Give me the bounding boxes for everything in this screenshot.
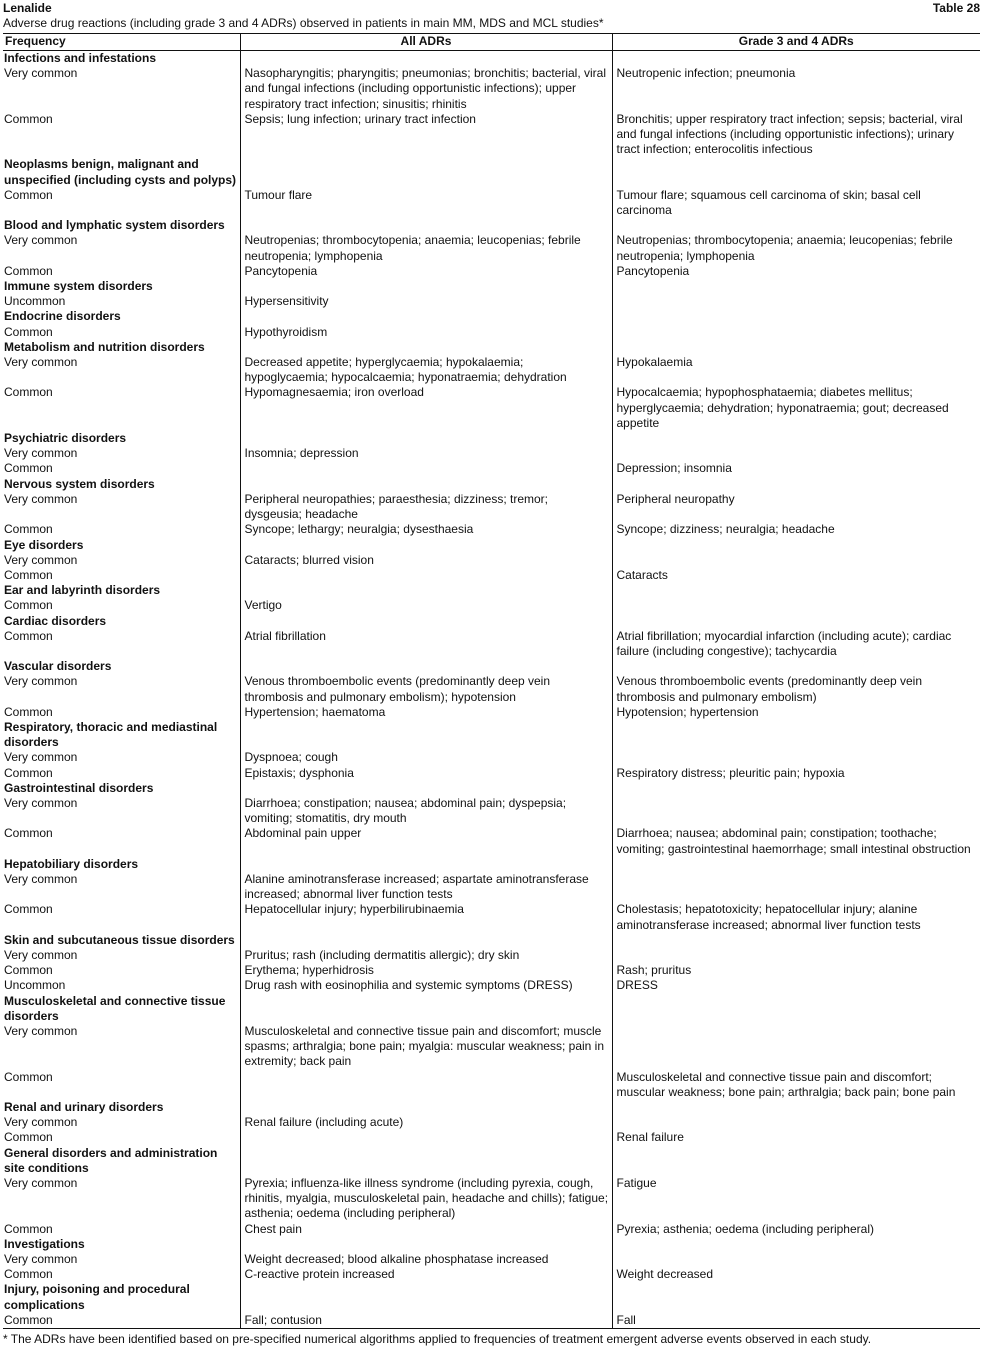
all-adrs-cell: Decreased appetite; hyperglycaemia; hypokalaemia; hypoglycaemia; hypocalcaemia; hyponatraemia; dehydration (240, 355, 612, 385)
frequency-row (3, 188, 980, 218)
frequency-label: Common (4, 385, 53, 400)
frequency-row (3, 112, 980, 158)
all-adrs-cell: Nasopharyngitis; pharyngitis; pneumonias; bronchitis; bacterial, viral and fungal infections (including opportunistic infections); upper respiratory tract infection; sinusitis; rhinitis (240, 66, 612, 112)
soc-label: Renal and urinary disorders (4, 1100, 164, 1115)
grade-3-4-cell (612, 1252, 980, 1267)
grade-3-4-cell (612, 1115, 980, 1130)
system-organ-class-row (3, 857, 980, 872)
frequency-label: Common (4, 628, 53, 643)
soc-label: Injury, poisoning and procedural complications (4, 1282, 190, 1312)
soc-all-adrs-cell (240, 477, 612, 492)
grade-3-4-cell: Cataracts (612, 568, 980, 583)
all-adrs-cell: Vertigo (240, 598, 612, 613)
grade-3-4-cell (612, 750, 980, 765)
all-adrs-cell: Renal failure (including acute) (240, 1115, 612, 1130)
all-adrs-cell (240, 1130, 612, 1145)
frequency-row (3, 963, 980, 978)
frequency-label: Very common (4, 947, 78, 962)
grade-3-4-cell: Peripheral neuropathy (612, 492, 980, 522)
grade-3-4-cell: Tumour flare; squamous cell carcinoma of skin; basal cell carcinoma (612, 188, 980, 218)
all-adrs-cell: Fall; contusion (240, 1313, 612, 1329)
frequency-row (3, 1024, 980, 1070)
all-adrs-cell: Hepatocellular injury; hyperbilirubinaemia (240, 902, 612, 932)
soc-grade-3-4-cell (612, 583, 980, 598)
product-name: Lenalide (3, 1, 52, 15)
frequency-label: Common (4, 567, 53, 582)
all-adrs-cell: Erythema; hyperhidrosis (240, 963, 612, 978)
frequency-row (3, 1313, 980, 1329)
soc-grade-3-4-cell (612, 477, 980, 492)
frequency-label: Very common (4, 795, 78, 810)
soc-label: Immune system disorders (4, 279, 153, 294)
all-adrs-cell: Abdominal pain upper (240, 826, 612, 856)
soc-label: Respiratory, thoracic and mediastinal disorders (4, 719, 218, 750)
frequency-label: Common (4, 187, 53, 202)
grade-3-4-cell (612, 446, 980, 461)
grade-3-4-cell: Musculoskeletal and connective tissue pain and discomfort; muscular weakness; bone pain; arthralgia; back pain; bone pain (612, 1070, 980, 1100)
all-adrs-cell (240, 461, 612, 476)
grade-3-4-cell: Hypokalaemia (612, 355, 980, 385)
grade-3-4-cell: Depression; insomnia (612, 461, 980, 476)
grade-3-4-cell: Respiratory distress; pleuritic pain; hypoxia (612, 766, 980, 781)
soc-grade-3-4-cell (612, 1146, 980, 1176)
system-organ-class-row (3, 538, 980, 553)
soc-all-adrs-cell (240, 309, 612, 324)
frequency-label: Very common (4, 66, 78, 81)
all-adrs-cell: Drug rash with eosinophilia and systemic symptoms (DRESS) (240, 978, 612, 993)
adr-table (3, 33, 980, 1329)
all-adrs-cell: Weight decreased; blood alkaline phosphatase increased (240, 1252, 612, 1267)
soc-label: Eye disorders (4, 537, 84, 552)
frequency-row (3, 598, 980, 613)
frequency-label: Very common (4, 446, 78, 461)
soc-label: Endocrine disorders (4, 309, 121, 324)
grade-3-4-cell (612, 598, 980, 613)
frequency-label: Very common (4, 1252, 78, 1267)
soc-all-adrs-cell (240, 1100, 612, 1115)
frequency-label: Very common (4, 1024, 78, 1038)
system-organ-class-row (3, 477, 980, 492)
grade-3-4-cell (612, 796, 980, 826)
frequency-row (3, 233, 980, 263)
all-adrs-cell: Epistaxis; dysphonia (240, 766, 612, 781)
grade-3-4-cell (612, 1024, 980, 1070)
all-adrs-cell: Diarrhoea; constipation; nausea; abdominal pain; dyspepsia; vomiting; stomatitis, dry mouth (240, 796, 612, 826)
grade-3-4-cell: Fall (612, 1313, 980, 1329)
soc-all-adrs-cell (240, 431, 612, 446)
title-line (3, 1, 980, 16)
frequency-row (3, 826, 980, 856)
grade-3-4-cell (612, 872, 980, 902)
all-adrs-cell: Hypertension; haematoma (240, 705, 612, 720)
soc-all-adrs-cell (240, 781, 612, 796)
soc-all-adrs-cell (240, 994, 612, 1024)
frequency-row (3, 385, 980, 431)
system-organ-class-row (3, 583, 980, 598)
frequency-row (3, 264, 980, 279)
soc-label: General disorders and administration site conditions (4, 1145, 218, 1175)
soc-all-adrs-cell (240, 614, 612, 629)
column-header-grade-3-4: Grade 3 and 4 ADRs (612, 34, 980, 51)
soc-all-adrs-cell (240, 218, 612, 233)
system-organ-class-row (3, 340, 980, 355)
soc-label: Hepatobiliary disorders (4, 856, 139, 871)
frequency-row (3, 1115, 980, 1130)
soc-label: Blood and lymphatic system disorders (4, 218, 225, 233)
soc-grade-3-4-cell (612, 157, 980, 187)
soc-label: Cardiac disorders (4, 613, 107, 628)
frequency-row (3, 568, 980, 583)
all-adrs-cell: Syncope; lethargy; neuralgia; dysesthaesia (240, 522, 612, 537)
soc-all-adrs-cell (240, 1282, 612, 1312)
frequency-row (3, 705, 980, 720)
all-adrs-cell: Musculoskeletal and connective tissue pain and discomfort; muscle spasms; arthralgia; bone pain; myalgia: muscular weakness; pain in extremity; back pain (240, 1024, 612, 1070)
soc-label: Vascular disorders (4, 659, 112, 674)
all-adrs-cell (240, 1070, 612, 1100)
column-header-all-adrs: All ADRs (240, 34, 612, 51)
all-adrs-cell: Hypersensitivity (240, 294, 612, 309)
soc-grade-3-4-cell (612, 538, 980, 553)
frequency-label: Uncommon (4, 294, 66, 309)
frequency-label: Common (4, 1221, 53, 1236)
soc-all-adrs-cell (240, 720, 612, 750)
grade-3-4-cell: Hypotension; hypertension (612, 705, 980, 720)
system-organ-class-row (3, 781, 980, 796)
all-adrs-cell: Neutropenias; thrombocytopenia; anaemia; leucopenias; febrile neutropenia; lymphopenia (240, 233, 612, 263)
column-header-frequency: Frequency (3, 34, 240, 51)
soc-grade-3-4-cell (612, 857, 980, 872)
frequency-row (3, 1070, 980, 1100)
soc-grade-3-4-cell (612, 994, 980, 1024)
all-adrs-cell (240, 568, 612, 583)
grade-3-4-cell: Diarrhoea; nausea; abdominal pain; constipation; toothache; vomiting; gastrointestinal haemorrhage; small intestinal obstruction (612, 826, 980, 856)
frequency-row (3, 1252, 980, 1267)
frequency-row (3, 553, 980, 568)
frequency-label: Common (4, 963, 53, 978)
soc-all-adrs-cell (240, 340, 612, 355)
frequency-label: Common (4, 263, 53, 278)
frequency-label: Very common (4, 1176, 78, 1191)
frequency-label: Common (4, 324, 53, 339)
soc-label: Infections and infestations (4, 51, 157, 65)
soc-grade-3-4-cell (612, 218, 980, 233)
all-adrs-cell: Pruritus; rash (including dermatitis allergic); dry skin (240, 948, 612, 963)
frequency-label: Very common (4, 871, 78, 886)
soc-grade-3-4-cell (612, 614, 980, 629)
system-organ-class-row (3, 720, 980, 750)
soc-all-adrs-cell (240, 279, 612, 294)
all-adrs-cell: Hypomagnesaemia; iron overload (240, 385, 612, 431)
system-organ-class-row (3, 994, 980, 1024)
soc-label: Nervous system disorders (4, 476, 155, 491)
frequency-label: Common (4, 704, 53, 719)
system-organ-class-row (3, 1146, 980, 1176)
all-adrs-cell: Pancytopenia (240, 264, 612, 279)
frequency-label: Common (4, 826, 53, 841)
frequency-row (3, 902, 980, 932)
frequency-row (3, 1176, 980, 1222)
grade-3-4-cell: Hypocalcaemia; hypophosphataemia; diabetes mellitus; hyperglycaemia; dehydration; hyponatraemia; gout; decreased appetite (612, 385, 980, 431)
all-adrs-cell: Cataracts; blurred vision (240, 553, 612, 568)
grade-3-4-cell: Pancytopenia (612, 264, 980, 279)
grade-3-4-cell: Neutropenias; thrombocytopenia; anaemia; leucopenias; febrile neutropenia; lymphopenia (612, 233, 980, 263)
soc-label: Psychiatric disorders (4, 431, 127, 446)
grade-3-4-cell (612, 553, 980, 568)
system-organ-class-row (3, 1282, 980, 1312)
frequency-row (3, 948, 980, 963)
soc-all-adrs-cell (240, 1146, 612, 1176)
soc-all-adrs-cell (240, 857, 612, 872)
soc-grade-3-4-cell (612, 340, 980, 355)
frequency-label: Common (4, 522, 53, 537)
all-adrs-cell: Pyrexia; influenza-like illness syndrome (including pyrexia, cough, rhinitis, myalgia, musculoskeletal pain, headache and chills); fatigue; asthenia; oedema (including peripheral) (240, 1176, 612, 1222)
frequency-label: Very common (4, 674, 78, 689)
frequency-row (3, 1130, 980, 1145)
system-organ-class-row (3, 1237, 980, 1252)
system-organ-class-row (3, 431, 980, 446)
all-adrs-cell: Insomnia; depression (240, 446, 612, 461)
grade-3-4-cell: Cholestasis; hepatotoxicity; hepatocellular injury; alanine aminotransferase increased; abnormal liver function tests (612, 902, 980, 932)
all-adrs-cell: C-reactive protein increased (240, 1267, 612, 1282)
soc-grade-3-4-cell (612, 309, 980, 324)
frequency-label: Common (4, 1267, 53, 1282)
system-organ-class-row (3, 1100, 980, 1115)
frequency-label: Very common (4, 233, 78, 248)
system-organ-class-row (3, 659, 980, 674)
all-adrs-cell: Sepsis; lung infection; urinary tract infection (240, 112, 612, 158)
frequency-row (3, 1267, 980, 1282)
document-page (0, 1, 983, 1357)
grade-3-4-cell: Renal failure (612, 1130, 980, 1145)
grade-3-4-cell: Fatigue (612, 1176, 980, 1222)
all-adrs-cell: Tumour flare (240, 188, 612, 218)
grade-3-4-cell: Venous thromboembolic events (predominantly deep vein thrombosis and pulmonary embolism) (612, 674, 980, 704)
frequency-row (3, 674, 980, 704)
soc-label: Investigations (4, 1236, 85, 1251)
frequency-label: Very common (4, 355, 78, 370)
grade-3-4-cell (612, 294, 980, 309)
soc-grade-3-4-cell (612, 51, 980, 67)
soc-grade-3-4-cell (612, 781, 980, 796)
grade-3-4-cell: DRESS (612, 978, 980, 993)
soc-grade-3-4-cell (612, 1100, 980, 1115)
system-organ-class-row (3, 51, 980, 67)
frequency-label: Very common (4, 552, 78, 567)
frequency-label: Very common (4, 750, 78, 765)
all-adrs-cell: Alanine aminotransferase increased; aspartate aminotransferase increased; abnormal liver function tests (240, 872, 612, 902)
table-caption: Adverse drug reactions (including grade 3 and 4 ADRs) observed in patients in main MM, MDS and MCL studies* (3, 16, 604, 30)
soc-all-adrs-cell (240, 157, 612, 187)
table-body (3, 51, 980, 1329)
soc-label: Metabolism and nutrition disorders (4, 339, 205, 354)
frequency-row (3, 355, 980, 385)
frequency-row (3, 629, 980, 659)
system-organ-class-row (3, 218, 980, 233)
soc-all-adrs-cell (240, 583, 612, 598)
soc-all-adrs-cell (240, 1237, 612, 1252)
grade-3-4-cell (612, 325, 980, 340)
system-organ-class-row (3, 614, 980, 629)
soc-all-adrs-cell (240, 538, 612, 553)
frequency-label: Very common (4, 1115, 78, 1130)
frequency-label: Common (4, 1130, 53, 1145)
frequency-row (3, 796, 980, 826)
grade-3-4-cell (612, 948, 980, 963)
frequency-label: Uncommon (4, 978, 66, 993)
soc-label: Neoplasms benign, malignant and unspecified (including cysts and polyps) (4, 157, 237, 187)
frequency-row (3, 461, 980, 476)
frequency-row (3, 872, 980, 902)
frequency-row (3, 522, 980, 537)
soc-grade-3-4-cell (612, 431, 980, 446)
system-organ-class-row (3, 279, 980, 294)
soc-grade-3-4-cell (612, 1237, 980, 1252)
soc-label: Ear and labyrinth disorders (4, 583, 161, 598)
soc-grade-3-4-cell (612, 659, 980, 674)
all-adrs-cell: Dyspnoea; cough (240, 750, 612, 765)
frequency-label: Very common (4, 491, 78, 506)
soc-label: Skin and subcutaneous tissue disorders (4, 932, 235, 947)
soc-label: Musculoskeletal and connective tissue disorders (4, 993, 226, 1023)
all-adrs-cell: Atrial fibrillation (240, 629, 612, 659)
frequency-row (3, 66, 980, 112)
frequency-row (3, 978, 980, 993)
soc-all-adrs-cell (240, 933, 612, 948)
frequency-label: Common (4, 461, 53, 476)
soc-all-adrs-cell (240, 51, 612, 67)
frequency-label: Common (4, 1069, 53, 1084)
soc-grade-3-4-cell (612, 933, 980, 948)
all-adrs-cell: Hypothyroidism (240, 325, 612, 340)
system-organ-class-row (3, 157, 980, 187)
grade-3-4-cell: Syncope; dizziness; neuralgia; headache (612, 522, 980, 537)
frequency-label: Common (4, 902, 53, 917)
all-adrs-cell: Chest pain (240, 1222, 612, 1237)
soc-label: Gastrointestinal disorders (4, 780, 154, 795)
frequency-row (3, 1222, 980, 1237)
frequency-row (3, 446, 980, 461)
footnote: * The ADRs have been identified based on pre-specified numerical algorithms applied to frequencies of treatment emergent adverse events observed in each study. (3, 1332, 872, 1347)
frequency-label: Common (4, 1312, 53, 1327)
frequency-row (3, 766, 980, 781)
frequency-row (3, 750, 980, 765)
frequency-row (3, 325, 980, 340)
frequency-label: Common (4, 765, 53, 780)
frequency-label: Common (4, 598, 53, 613)
frequency-row (3, 294, 980, 309)
grade-3-4-cell: Atrial fibrillation; myocardial infarction (including acute); cardiac failure (including congestive); tachycardia (612, 629, 980, 659)
grade-3-4-cell: Bronchitis; upper respiratory tract infection; sepsis; bacterial, viral and fungal infections (including opportunistic infections); urinary tract infection; enterocolitis infectious (612, 112, 980, 158)
all-adrs-cell: Peripheral neuropathies; paraesthesia; dizziness; tremor; dysgeusia; headache (240, 492, 612, 522)
system-organ-class-row (3, 933, 980, 948)
soc-grade-3-4-cell (612, 1282, 980, 1312)
grade-3-4-cell: Weight decreased (612, 1267, 980, 1282)
frequency-row (3, 492, 980, 522)
soc-grade-3-4-cell (612, 279, 980, 294)
soc-grade-3-4-cell (612, 720, 980, 750)
system-organ-class-row (3, 309, 980, 324)
table-number: Table 28 (932, 1, 980, 15)
grade-3-4-cell: Rash; pruritus (612, 963, 980, 978)
soc-all-adrs-cell (240, 659, 612, 674)
table-header-row (3, 34, 980, 51)
all-adrs-cell: Venous thromboembolic events (predominantly deep vein thrombosis and pulmonary embolism); hypotension (240, 674, 612, 704)
frequency-label: Common (4, 111, 53, 126)
grade-3-4-cell: Neutropenic infection; pneumonia (612, 66, 980, 112)
grade-3-4-cell: Pyrexia; asthenia; oedema (including peripheral) (612, 1222, 980, 1237)
